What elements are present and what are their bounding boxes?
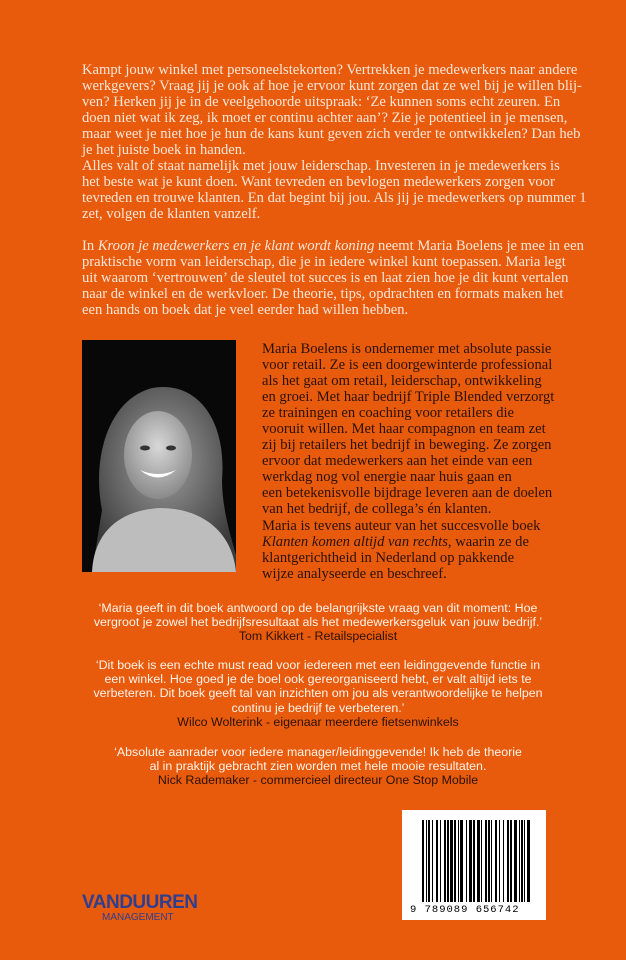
barcode-bar (510, 820, 512, 902)
text-line: als het gaat om retail, leiderschap, ontwikkeling (262, 373, 542, 390)
text-line: maar weet je niet hoe je hun de kans kunt geven zich verder te ontwikkelen? Dan heb (82, 126, 581, 143)
text-line: verbeteren. Dit boek geeft tal van inzichten om jou als verantwoordelijke te helpen (93, 686, 543, 701)
text: , waarin ze de (447, 533, 529, 550)
text-line: praktische vorm van leiderschap, die je in iedere winkel kunt toepassen. Maria legt (82, 254, 566, 271)
barcode-bar (481, 820, 482, 902)
intro-paragraph-1 (82, 62, 582, 159)
text-line: wijze analyseerde en beschreef. (262, 565, 447, 582)
barcode-bar (447, 820, 449, 902)
testimonial-author: Wilco Wolterink - eigenaar meerdere fietsenwinkels (177, 714, 459, 729)
testimonial-3 (82, 745, 554, 788)
text-line: Alles valt of staat namelijk met jouw leiderschap. Investeren in je medewerkers is (82, 158, 560, 174)
author-photo (82, 340, 236, 572)
text-line: werkdag nog vol energie naar huis gaan en (262, 469, 512, 486)
barcode-bar (503, 820, 504, 902)
intro-paragraph-3-line: In Kroon je medewerkers en je klant wordt koning neemt Maria Boelens je mee in een (82, 238, 584, 254)
barcode-bar (514, 820, 517, 902)
barcode-bar (473, 820, 475, 902)
barcode-bar (450, 820, 453, 902)
text-line: van het bedrijf, de collega’s én klanten. (262, 501, 492, 518)
text-line: en groei. Met haar bedrijf Triple Blended verzorgt (262, 389, 555, 406)
barcode-bar (507, 820, 509, 902)
text-line: naar de winkel en de werkvloer. De theorie, tips, opdrachten en formats maken het (82, 286, 564, 303)
barcode-bar (440, 820, 441, 902)
text-line: continu je bedrijf te verbeteren.’ (231, 700, 405, 715)
barcode-bar (466, 820, 467, 902)
testimonial-author: Nick Rademaker - commercieel directeur One Stop Mobile (157, 773, 479, 788)
barcode-bar (521, 820, 523, 902)
text-line: zij bij retailers het bedrijf in beweging. Ze zorgen (262, 437, 552, 454)
text-line: zet, volgen de klanten vanzelf. (82, 206, 261, 223)
text-line: Maria is tevens auteur van het succesvolle boek (262, 517, 541, 534)
barcode-bar (436, 820, 438, 902)
barcode-bar (499, 820, 500, 902)
text-line: ze trainingen en coaching voor retailers die (262, 405, 515, 422)
barcode-bar (495, 820, 497, 902)
text-line: je het juiste boek in handen. (82, 142, 246, 159)
text-line: een betekenisvolle bijdrage leveren aan de doelen (262, 485, 553, 502)
barcode-bar (469, 820, 472, 902)
barcode-bar (491, 820, 492, 902)
text-line: doen niet wat ik zeg, ik moet er continu achter aan’? Zie je potentieel in je mensen, (82, 110, 568, 127)
publisher-logo (82, 893, 197, 923)
barcode-bar (485, 820, 487, 902)
isbn-digits: 9 789089 656742 (410, 904, 520, 916)
barcode-bar (454, 820, 456, 902)
publisher-sub: MANAGEMENT (102, 912, 174, 923)
text-line: al in praktijk gebracht zien worden met hele mooie resultaten. (149, 759, 487, 774)
barcode-bar (488, 820, 490, 902)
book-title: Kroon je medewerkers en je klant wordt koning (97, 238, 375, 254)
text-line: een winkel. Hoe goed je de boel ook gereorganiseerd hebt, er valt altijd iets te (104, 672, 532, 687)
barcode-bar (458, 820, 459, 902)
testimonial-2 (82, 658, 554, 729)
text-line: ‘Absolute aanrader voor iedere manager/leidinggevende! Ik heb de theorie (114, 745, 522, 759)
intro-paragraph-3 (82, 238, 584, 319)
barcode-bar (519, 820, 520, 902)
intro-paragraph-2 (82, 158, 587, 223)
barcode-bar (444, 820, 446, 902)
barcode-bar (428, 820, 430, 902)
text-line: klantgerichtheid in Nederland op pakkende (262, 549, 515, 566)
barcode-bar (422, 820, 424, 902)
text-line: het beste wat je kunt doen. Want tevreden en bevlogen medewerkers zorgen voor (82, 174, 555, 191)
barcode-bar (426, 820, 427, 902)
testimonial-author: Tom Kikkert - Retailspecialist (238, 629, 398, 644)
text-line: ervoor dat medewerkers aan het einde van een (262, 453, 533, 470)
text-line: Kampt jouw winkel met personeelstekorten? Vertrekken je medewerkers naar andere (82, 62, 578, 78)
text-line: voor retail. Ze is een doorgewinterde professional (262, 357, 553, 374)
barcode-bar (524, 820, 525, 902)
text-line: werkgevers? Vraag jij je ook af hoe je ervoor kunt zorgen dat ze wel bij je willen blij- (82, 78, 582, 95)
text-line: tevreden en trouwe klanten. En dat begint bij jou. Als jij je medewerkers op nummer 1 (82, 190, 587, 207)
text-line: Maria Boelens is ondernemer met absolute passie (262, 341, 552, 357)
author-bio (262, 341, 555, 582)
testimonial-1 (82, 601, 554, 644)
barcode-bar (460, 820, 463, 902)
text-line: vergroot je zowel het bedrijfsresultaat als het medewerkersgeluk van jouw bedrijf.’ (93, 615, 543, 630)
publisher-name: VANDUUREN (82, 892, 198, 913)
text-line (262, 534, 542, 550)
text-line: ‘Maria geeft in dit boek antwoord op de belangrijkste vraag van dit moment: Hoe (98, 601, 538, 615)
text-line: een hands on boek dat je veel eerder had willen hebben. (82, 302, 409, 319)
barcode-bars (422, 820, 530, 902)
barcode-bar (432, 820, 433, 902)
book-title: Klanten komen altijd van rechts (262, 533, 448, 550)
text-line: ‘Dit boek is een echte must read voor iedereen met een leidinggevende functie in (95, 658, 541, 672)
text-line: ven? Herken jij je in de veelgehoorde uitspraak: ‘Ze kunnen soms echt zeuren. En (82, 94, 561, 111)
barcode-bar (527, 820, 530, 902)
barcode-bar (477, 820, 480, 902)
text-line: uit waarom ‘vertrouwen’ de sleutel tot succes is en laat zien hoe je dit kunt vertalen (82, 270, 569, 287)
text-line: vooruit willen. Met haar compagnon en team zet (262, 421, 546, 438)
isbn-barcode (402, 810, 546, 920)
